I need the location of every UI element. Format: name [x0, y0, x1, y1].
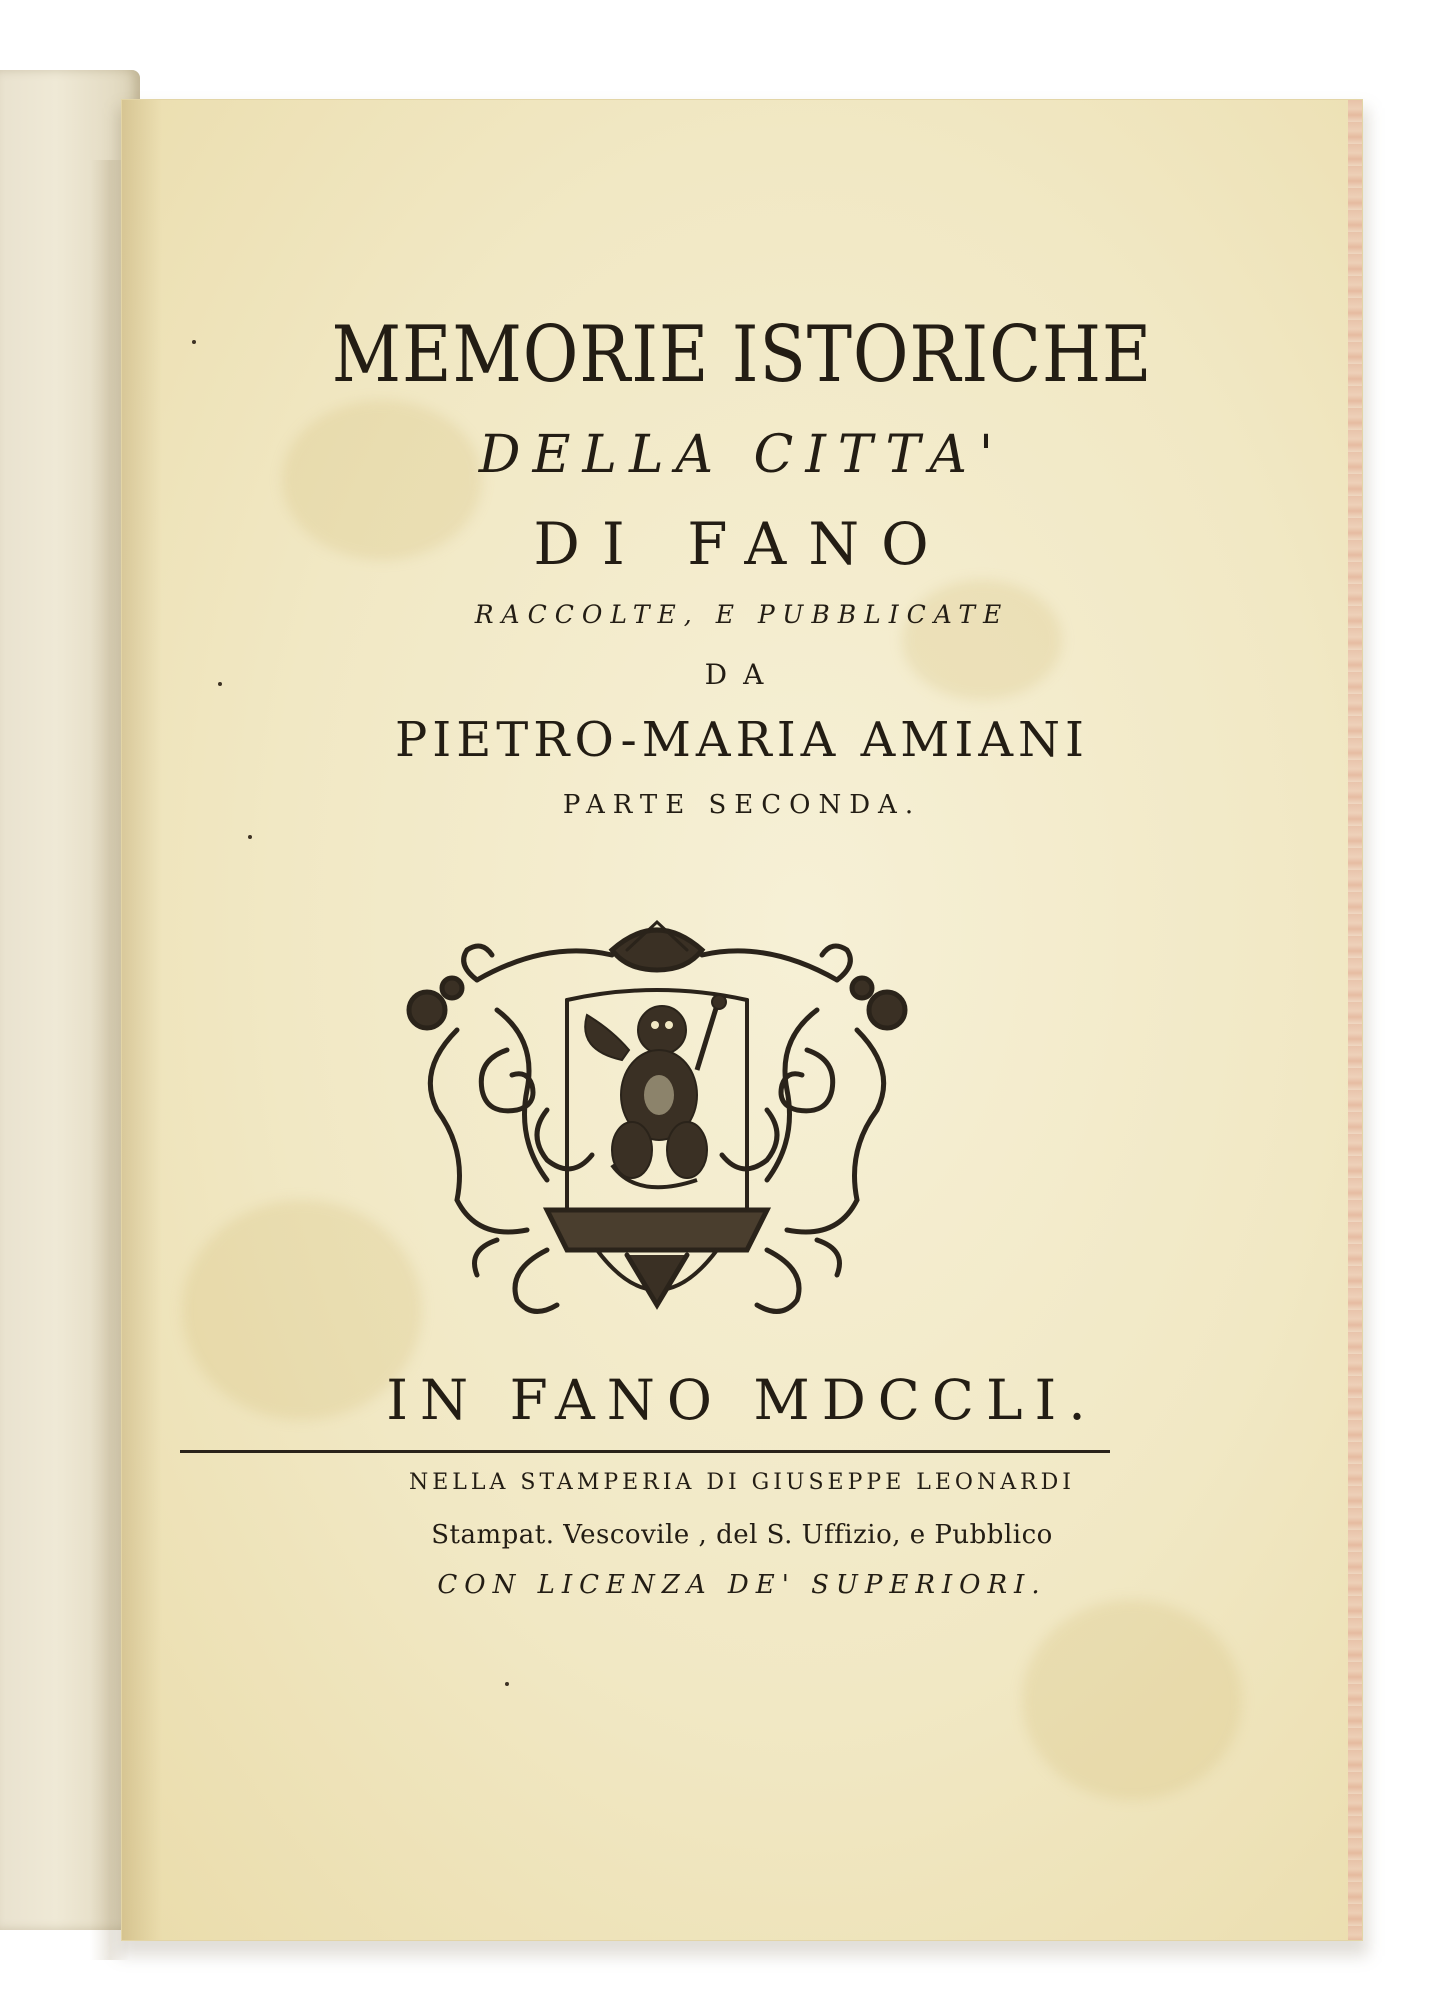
ink-speck: [505, 1682, 509, 1686]
place-and-date: IN FANO MDCCLI.: [386, 1368, 1098, 1432]
page-gutter: [122, 100, 162, 1940]
volume-line: PARTE SECONDA.: [562, 790, 922, 820]
book-title: MEMORIE ISTORICHE: [331, 310, 1153, 400]
book-subtitle: DELLA CITTA': [478, 425, 1006, 485]
printer-titles-line: Stampat. Vescovile , del S. Uffizio, e Pubblico: [431, 1520, 1053, 1550]
printer-line: NELLA STAMPERIA DI GIUSEPPE LEONARDI: [408, 1470, 1076, 1495]
author-name: PIETRO-MARIA AMIANI: [394, 712, 1089, 768]
imprint-rule: [180, 1450, 1110, 1453]
by-line: DA: [704, 658, 780, 691]
foxing-stain: [1022, 1600, 1242, 1800]
ink-speck: [192, 340, 196, 344]
compiled-line: RACCOLTE, E PUBBLICATE: [474, 600, 1010, 629]
title-page: [122, 100, 1362, 1940]
license-line: CON LICENZA DE' SUPERIORI.: [437, 1570, 1047, 1600]
red-sprinkled-edge: [1348, 100, 1362, 1940]
ink-speck: [218, 682, 222, 686]
book-city: DI FANO: [533, 510, 951, 578]
printer's-vignette-cherub-icon: [397, 910, 917, 1320]
ink-speck: [248, 835, 252, 839]
